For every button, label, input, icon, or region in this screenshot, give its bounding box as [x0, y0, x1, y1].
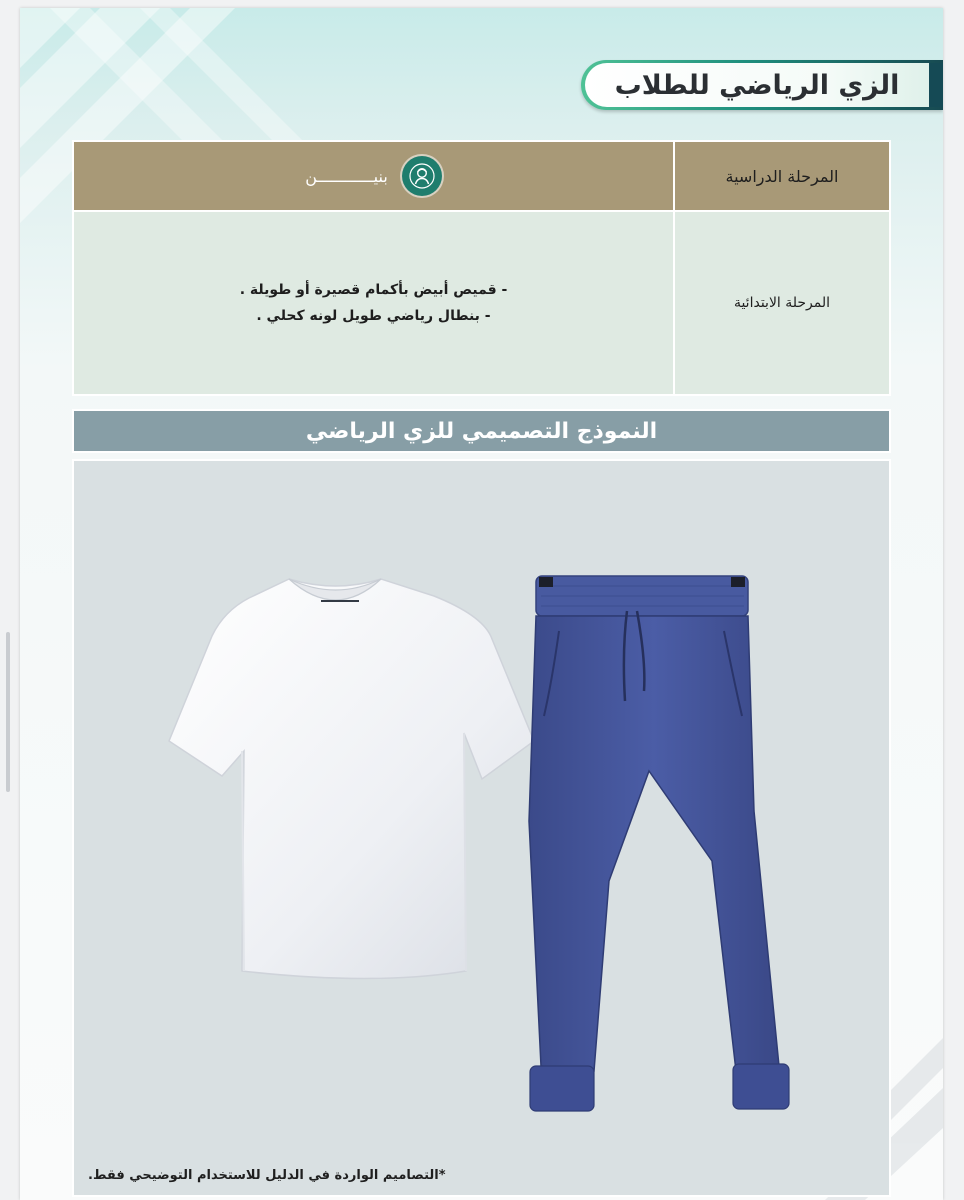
boys-label: بنيــــــــــــن: [305, 166, 388, 186]
uniform-table: [72, 140, 891, 396]
list-item: - بنطال رياضي طويل لونه كحلي .: [256, 308, 491, 324]
uniform-description-cell: [73, 211, 674, 395]
white-tshirt-image: [169, 579, 534, 979]
table-header-row: [73, 141, 890, 211]
stage-column-header: المرحلة الدراسية: [674, 141, 890, 211]
page-title-badge: [581, 60, 943, 110]
list-item: - قميص أبيض بأكمام قصيرة أو طويلة .: [239, 282, 508, 298]
boy-student-icon: [402, 156, 442, 196]
disclaimer-footnote: *التصاميم الواردة في الدليل للاستخدام التوضيحي فقط.: [88, 1168, 446, 1183]
uniform-image-panel: [72, 459, 891, 1197]
scrollbar[interactable]: [6, 632, 10, 792]
page-title: الزي الرياضي للطلاب: [614, 69, 900, 101]
design-section-title: النموذج التصميمي للزي الرياضي: [72, 409, 891, 453]
uniform-illustration: [74, 461, 889, 1195]
stage-cell: المرحلة الابتدائية: [674, 211, 890, 395]
table-row: [73, 211, 890, 395]
document-page: [20, 8, 943, 1200]
navy-sweatpants-image: [529, 576, 789, 1111]
boys-column-header: [73, 141, 674, 211]
